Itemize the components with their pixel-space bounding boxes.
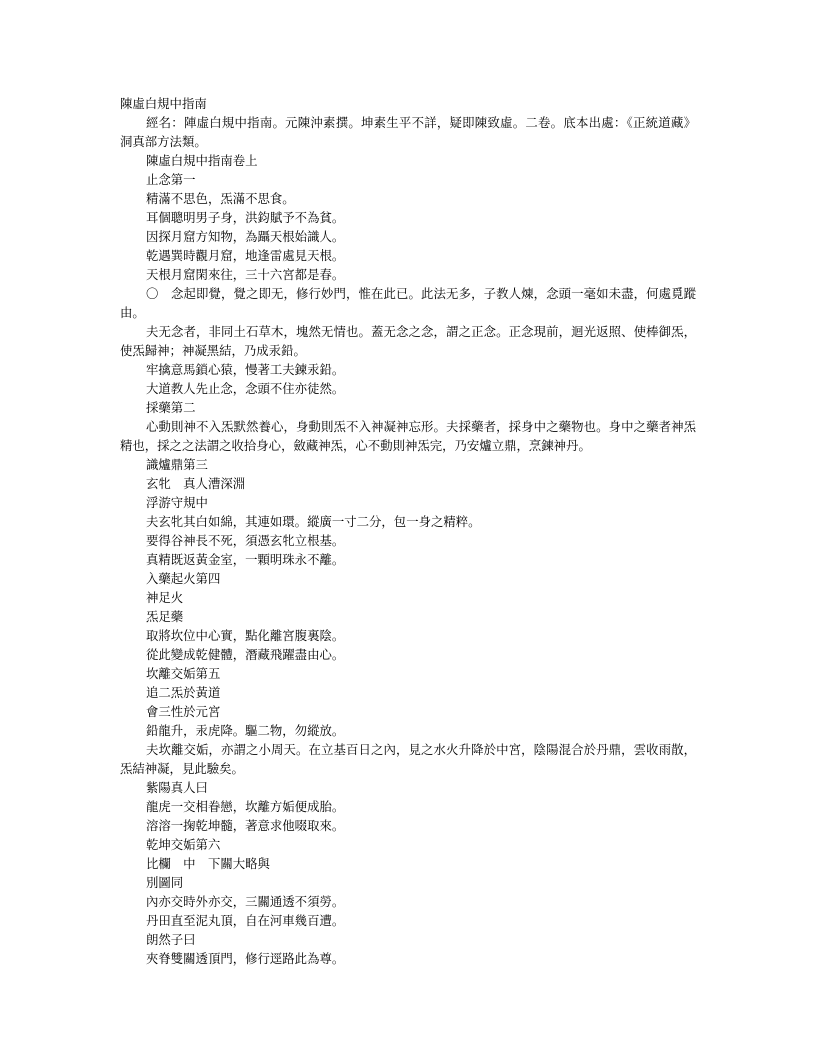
verse-line: 因探月窟方知物，為躡天根始識人。 [146,229,345,244]
verse-line: 天根月窟閑來往，三十六宮都是春。 [146,267,345,282]
verse-line: 乾遇巽時觀月窟，地逢雷處見天根。 [146,248,345,263]
verse-line: 耳個聰明男子身，洪鈞賦予不為貧。 [146,210,345,225]
text-line: 比欄 中 下關大略與 [146,856,270,871]
verse-line: 真精既返黃金室，一顆明珠永不離。 [146,552,345,567]
text-line: 炁足藥 [146,609,184,624]
scripture-note: 經名：陣虛白規中指南。元陳沖素撰。坤素生平不詳，疑即陳致虛。二卷。底本出處：《正統道藏》洞真部方法類。 [120,115,696,149]
section-heading: 止念第一 [146,172,196,187]
document-title: 陳虛白規中指南 [120,96,207,111]
paragraph: 〇 念起即覺，覺之即无，修行妙門，惟在此已。此法无多，子教人煉，念頭一毫如未盡，何處覓蹤由。 [120,286,696,320]
verse-line: 龍虎一交相眷戀，坎離方姤便成胎。 [146,799,345,814]
section-heading: 坎離交姤第五 [146,666,221,681]
document-page [120,94,696,968]
volume-title: 陳虛白規中指南卷上 [146,153,258,168]
text-line: 紫陽真人曰 [146,780,208,795]
verse-line: 夾脊雙關透頂門，修行逕路此為尊。 [146,951,345,966]
paragraph: 心動則神不入炁默然養心，身動則炁不入神凝神忘形。夫採藥者，採身中之藥物也。身中之藥者神炁精也，採之之法謂之收拾身心，斂藏神炁，心不動則神炁完，乃安爐立鼎，烹鍊神丹。 [120,419,696,453]
verse-line: 丹田直至泥丸頂，自在河車幾百遭。 [146,913,345,928]
text-line: 精滿不思色，炁滿不思食。 [146,191,295,206]
section-heading: 入藥起火第四 [146,571,221,586]
text-line: 別圖同 [146,875,184,890]
text-line: 鉛龍升，汞虎降。驅二物，勿縱放。 [146,723,345,738]
verse-line: 牢擒意馬鎖心猿，慢著工夫鍊汞鉛。 [146,362,345,377]
verse-line: 內亦交時外亦交，三關通透不須勞。 [146,894,345,909]
verse-line: 從此變成乾健體，潛藏飛躍盡由心。 [146,647,345,662]
text-line: 神足火 [146,590,184,605]
verse-line: 取將坎位中心實，點化離宮腹裏陰。 [146,628,345,643]
section-heading: 乾坤交姤第六 [146,837,221,852]
text-line: 浮游守規中 [146,495,208,510]
text-line: 會三性於元宮 [146,704,221,719]
text-line: 追二炁於黃道 [146,685,221,700]
verse-line: 要得谷神長不死，須憑玄牝立根基。 [146,533,345,548]
paragraph: 夫坎離交姤，亦謂之小周天。在立基百日之內，見之水火升降於中宮，陰陽混合於丹鼎，雲收雨散，炁結神凝，見此驗矣。 [120,742,696,776]
verse-line: 大道教人先止念，念頭不住亦徒然。 [146,381,345,396]
text-line: 夫玄牝其白如綿，其連如環。縱廣一寸二分，包一身之精粹。 [146,514,481,529]
text-line: 玄牝 真人漕深淵 [146,476,246,491]
verse-line: 溶溶一掬乾坤髓，著意求他啜取來。 [146,818,345,833]
text-line: 朗然子曰 [146,932,196,947]
section-heading: 識爐鼎第三 [146,457,208,472]
paragraph: 夫无念者，非同土石草木，塊然无情也。蓋无念之念，謂之正念。正念現前，迴光返照、使棒御炁，使炁歸神；神凝黑結，乃成汞鉛。 [120,324,696,358]
section-heading: 採藥第二 [146,400,196,415]
